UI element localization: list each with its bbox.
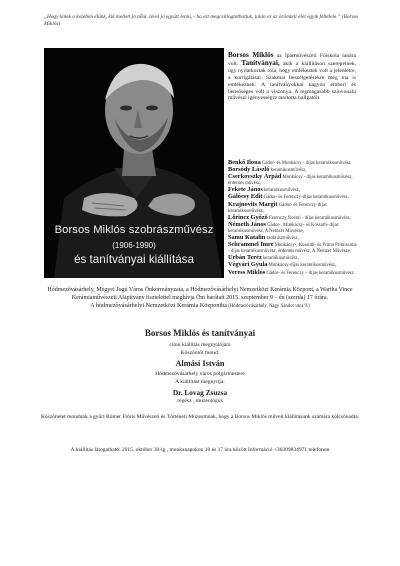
student-desc: Gádor- és Ferenczy-díjas keramikusművész, (262, 195, 349, 201)
opener-name: Dr. Lovag Zsuzsa (172, 388, 228, 397)
student-name: Németh János (228, 220, 266, 228)
venue-name: A hódmezővásárhelyi Nemzetközi Kerámia Központba (90, 302, 228, 309)
student-desc: Munkácsy-díjas keramikusművész, (267, 263, 337, 269)
student-name: Benkő Ilona (228, 159, 261, 166)
epigraph-quote: „Hogy kinek a kezében élünk, kik mellett jó nőni, lével jó együtt lenni, - ha ezt megcsillogtathatjuk, talán ez az örömteli élet egyik feltétele.” (Borsos Miklós) (44, 14, 359, 27)
greeter-role: Hódmezővásárhely város polgármestere (155, 371, 245, 377)
student-name: Gálócsy Edit (228, 193, 263, 201)
student-name: Krajnovits Margit (228, 200, 278, 208)
biography-text (228, 52, 356, 102)
student-name: Lőrincz Győző (228, 213, 268, 221)
visiting-info: A kiállítás látogatható: 2015. október 30-ig , munkanapokon 10 és 17 óra között Információ +36309834971 telefonon (70, 447, 330, 453)
student-name: Borsódy László (228, 166, 270, 174)
student-list (228, 160, 358, 277)
students-heading: Tanítványai, (241, 58, 280, 67)
student-name: Schrammel Imre (228, 241, 274, 249)
exhibition-subtitle: című kiállítás megnyitójára (169, 342, 231, 348)
student-desc: keramikusművész, (262, 188, 300, 194)
student-desc: keramikusművész, (269, 168, 307, 174)
opener-label: A kiállítást megnyitja: (175, 379, 225, 385)
student-desc: Munkácsy-, Kossuth- és Prima Primissima - díjas keramikusművész, érdemes művész, A Nemzet Művésze, (228, 243, 357, 255)
bio-body: akik a kiállításon szerepelnek, úgy nyilatkoztak róla, hogy emlékeztek volt a jelenlétre, a korrigálásai. Szakmai beszélgetésekre még ma is emlékeznek. A tanítványokkal nagyon emberi és bensőséges volt a viszonya. A legmagasabb színvonalú művészi igényességre tanította hallgatóit. (228, 60, 356, 102)
student-entry (228, 270, 358, 277)
student-desc: Gádor- és Ferenczy – díjas keramikusművész (265, 270, 354, 276)
venue-line (40, 302, 360, 311)
exhibition-title: Borsos Miklós és tanítványai (144, 328, 256, 338)
student-desc: Gádor- és Ferenczy-díjas keramikusművész, (228, 202, 327, 214)
invitation-text (40, 286, 360, 311)
poster-years: (1906-1990) (112, 241, 156, 250)
student-desc: keramikusművész, (261, 256, 299, 262)
student-name: Fekete János (228, 186, 263, 194)
student-name: Végvári Gyula (228, 261, 268, 269)
bio-intro: az Iparművészeti Főiskola tanára volt. (228, 53, 356, 67)
student-desc: Munkácsy - díjas keramikusművész, érdemes művész, (228, 175, 353, 187)
greeter-name: Almási István (175, 359, 225, 368)
venue-address: (Hódmezővásárhely, Nagy Sándor utca 9.) (227, 304, 310, 309)
student-desc: szobrászművész, (265, 236, 299, 242)
poster-subtitle: és tanítványai kiállítása (74, 253, 194, 266)
student-name: Samu Katalin (228, 234, 266, 242)
student-desc: Gádor-, Munkácsy- és Kossuth- díjas keramikusművész, A Nemzet Művésze, (228, 222, 339, 234)
bio-name: Borsos Miklós (228, 51, 274, 59)
student-desc: Gádor- és Munkácsy - díjas keramikusművész (260, 161, 351, 166)
poster-title: Borsos Miklós szobrászművész (54, 224, 214, 236)
invitation-line: Hódmezővásárhely, Megyei Jogú Város Önkormányzata, a Hódmezővásárhelyi Nemzetközi Kerámia Központ, a Wartha Vince Kerámiaművészeti Alapítvány tisztelettel meghívja Önt barátait 2015. szeptember 9 – én (szerda) 17 órára. (47, 287, 353, 301)
student-name: Urbán Teréz (228, 254, 262, 262)
poster-photo (44, 48, 224, 278)
student-name: Veress Miklós (228, 268, 266, 276)
student-name: Cserkovszky Árpád (228, 173, 282, 181)
acknowledgement-text: Köszönetet mondunk a győri Rómer Flóris Művészeti és Történeti Múzeumnak, hogy a Borsos Miklós műveit kiállításunk számára kölcsönadta. (40, 414, 360, 420)
opener-role: régész , muzeológus (177, 398, 223, 404)
student-desc: Ferenczy Noémi - díjas keramikusművész, (267, 215, 351, 221)
greets-label: Köszöntőt mond: (180, 350, 220, 356)
